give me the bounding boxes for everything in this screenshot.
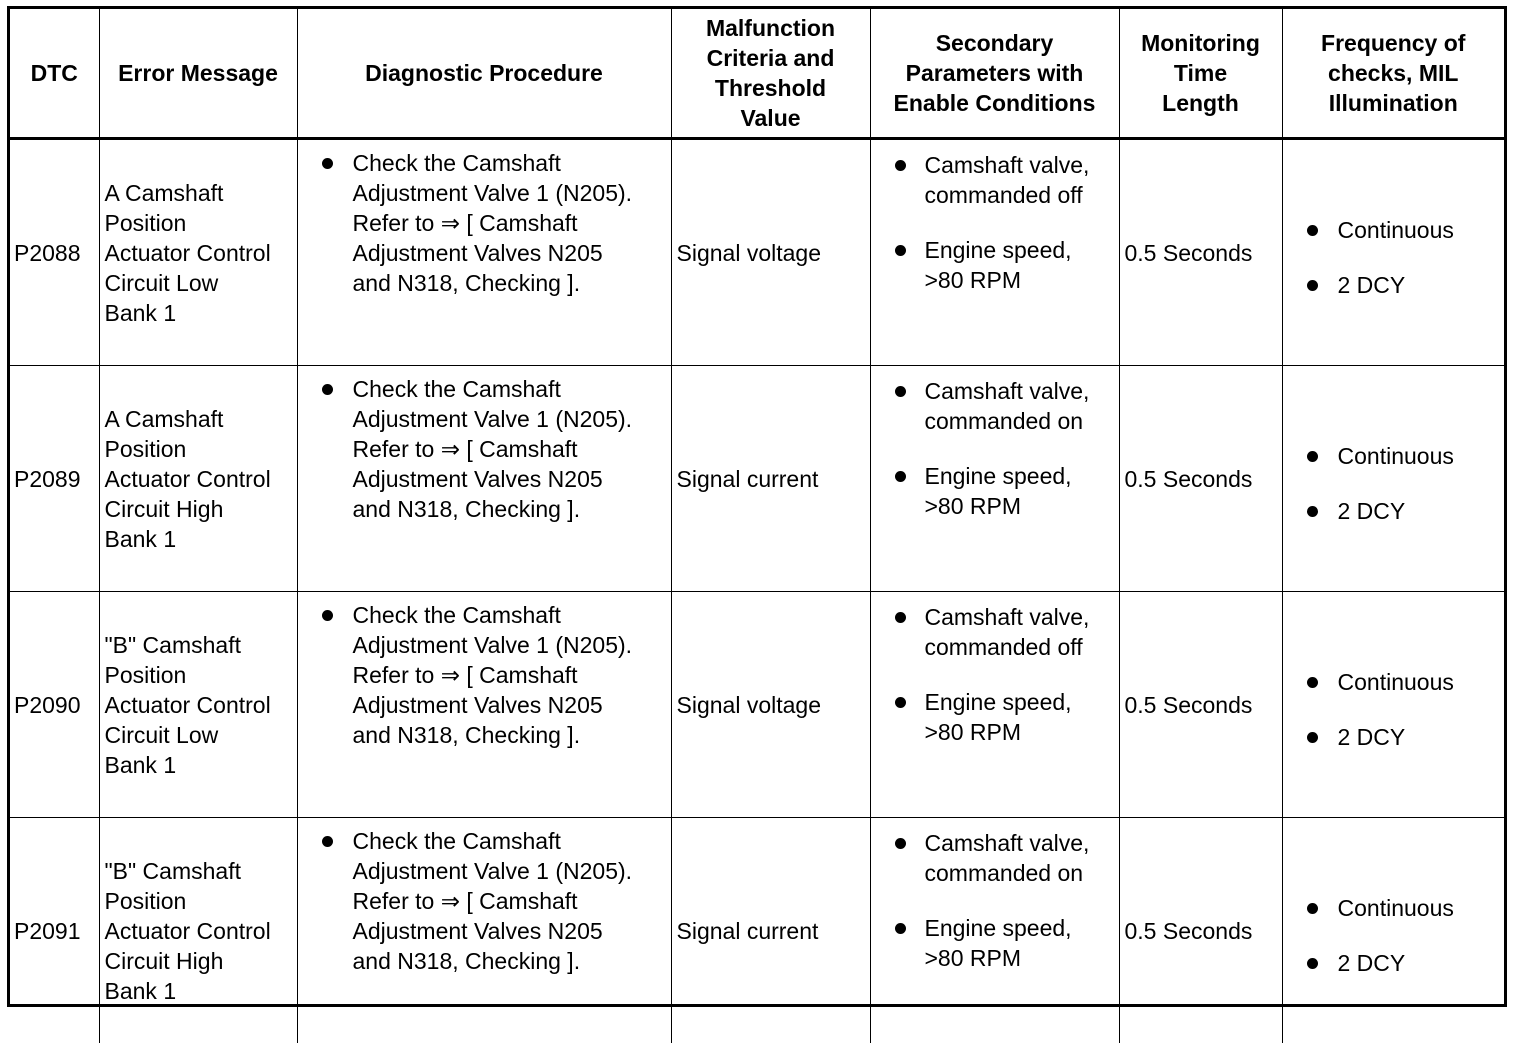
monitoring-time: 0.5 Seconds [1125,918,1253,944]
frequency-text: Continuous [1338,441,1454,471]
monitoring-time-cell [1119,592,1282,818]
header-frequency: Frequency of checks, MIL Illumination [1282,9,1504,139]
procedure-cell [297,592,671,818]
bullet-icon [895,923,906,934]
dtc-code: P2090 [14,692,81,718]
frequency-item [1283,441,1505,471]
frequency-cell [1282,139,1504,366]
bullet-icon [1307,280,1318,291]
table-row [10,366,1504,592]
procedure-item [298,148,671,298]
header-dtc: DTC [10,9,99,139]
error-message-cell [99,366,297,592]
monitoring-time: 0.5 Seconds [1125,466,1253,492]
monitoring-time-cell [1119,818,1282,1043]
secondary-text: Engine speed, >80 RPM [925,235,1072,295]
bullet-icon [322,836,333,847]
bullet-icon [1307,451,1318,462]
dtc-table-frame [7,6,1507,1007]
bullet-icon [1307,506,1318,517]
frequency-text: 2 DCY [1338,722,1406,752]
bullet-icon [1307,225,1318,236]
criteria-cell [671,592,870,818]
frequency-item [1283,667,1505,697]
monitoring-time-cell [1119,139,1282,366]
procedure-cell [297,366,671,592]
error-message: "B" Camshaft Position Actuator Control Circuit High Bank 1 [105,856,293,1006]
header-diagnostic-procedure: Diagnostic Procedure [297,9,671,139]
bullet-icon [895,697,906,708]
criteria-cell [671,139,870,366]
header-monitoring-time: Monitoring Time Length [1119,9,1282,139]
criteria-value: Signal voltage [677,240,822,266]
criteria-cell [671,818,870,1043]
table-row [10,592,1504,818]
secondary-text: Camshaft valve, commanded on [925,828,1090,888]
procedure-item [298,374,671,524]
header-malfunction-criteria: Malfunction Criteria and Threshold Value [671,9,870,139]
secondary-text: Camshaft valve, commanded off [925,602,1090,662]
dtc-code-cell [10,366,99,592]
procedure-text: Check the Camshaft Adjustment Valve 1 (N205). Refer to ⇒ [ Camshaft Adjustment Valves N205 and N318, Checking ]. [353,374,633,524]
dtc-code: P2088 [14,240,81,266]
secondary-cell [870,139,1119,366]
frequency-item [1283,948,1505,978]
bullet-icon [322,384,333,395]
frequency-cell [1282,366,1504,592]
monitoring-time-cell [1119,366,1282,592]
criteria-value: Signal current [677,918,819,944]
dtc-table [10,9,1504,1043]
frequency-text: Continuous [1338,215,1454,245]
procedure-text: Check the Camshaft Adjustment Valve 1 (N205). Refer to ⇒ [ Camshaft Adjustment Valves N205 and N318, Checking ]. [353,600,633,750]
frequency-item [1283,270,1505,300]
monitoring-time: 0.5 Seconds [1125,692,1253,718]
bullet-icon [1307,958,1318,969]
header-error-message: Error Message [99,9,297,139]
frequency-item [1283,893,1505,923]
dtc-code: P2091 [14,918,81,944]
error-message-cell [99,139,297,366]
monitoring-time: 0.5 Seconds [1125,240,1253,266]
bullet-icon [1307,732,1318,743]
secondary-item [871,150,1119,210]
header-secondary-parameters: Secondary Parameters with Enable Conditions [870,9,1119,139]
dtc-code-cell [10,818,99,1043]
frequency-text: Continuous [1338,893,1454,923]
secondary-cell [870,818,1119,1043]
procedure-text: Check the Camshaft Adjustment Valve 1 (N205). Refer to ⇒ [ Camshaft Adjustment Valves N205 and N318, Checking ]. [353,148,633,298]
error-message: A Camshaft Position Actuator Control Circuit Low Bank 1 [105,178,293,328]
criteria-value: Signal voltage [677,692,822,718]
secondary-text: Engine speed, >80 RPM [925,687,1072,747]
table-row [10,139,1504,366]
dtc-code-cell [10,592,99,818]
procedure-text: Check the Camshaft Adjustment Valve 1 (N205). Refer to ⇒ [ Camshaft Adjustment Valves N205 and N318, Checking ]. [353,826,633,976]
secondary-text: Engine speed, >80 RPM [925,461,1072,521]
dtc-code: P2089 [14,466,81,492]
bullet-icon [895,160,906,171]
secondary-item [871,687,1119,747]
bullet-icon [322,158,333,169]
criteria-cell [671,366,870,592]
error-message: A Camshaft Position Actuator Control Circuit High Bank 1 [105,404,293,554]
error-message-cell [99,818,297,1043]
secondary-item [871,913,1119,973]
frequency-text: Continuous [1338,667,1454,697]
secondary-item [871,376,1119,436]
bullet-icon [895,245,906,256]
error-message: "B" Camshaft Position Actuator Control Circuit Low Bank 1 [105,630,293,780]
table-row [10,818,1504,1043]
procedure-cell [297,139,671,366]
frequency-cell [1282,592,1504,818]
secondary-text: Camshaft valve, commanded on [925,376,1090,436]
secondary-cell [870,592,1119,818]
dtc-code-cell [10,139,99,366]
secondary-item [871,235,1119,295]
secondary-item [871,461,1119,521]
bullet-icon [1307,903,1318,914]
frequency-text: 2 DCY [1338,270,1406,300]
secondary-item [871,602,1119,662]
frequency-text: 2 DCY [1338,496,1406,526]
bullet-icon [322,610,333,621]
frequency-cell [1282,818,1504,1043]
bullet-icon [895,612,906,623]
frequency-item [1283,722,1505,752]
frequency-text: 2 DCY [1338,948,1406,978]
bullet-icon [895,386,906,397]
secondary-cell [870,366,1119,592]
criteria-value: Signal current [677,466,819,492]
header-row [10,9,1504,139]
procedure-cell [297,818,671,1043]
secondary-text: Camshaft valve, commanded off [925,150,1090,210]
bullet-icon [1307,677,1318,688]
frequency-item [1283,496,1505,526]
bullet-icon [895,838,906,849]
table-body [10,139,1504,1043]
secondary-text: Engine speed, >80 RPM [925,913,1072,973]
bullet-icon [895,471,906,482]
frequency-item [1283,215,1505,245]
procedure-item [298,826,671,976]
error-message-cell [99,592,297,818]
secondary-item [871,828,1119,888]
procedure-item [298,600,671,750]
